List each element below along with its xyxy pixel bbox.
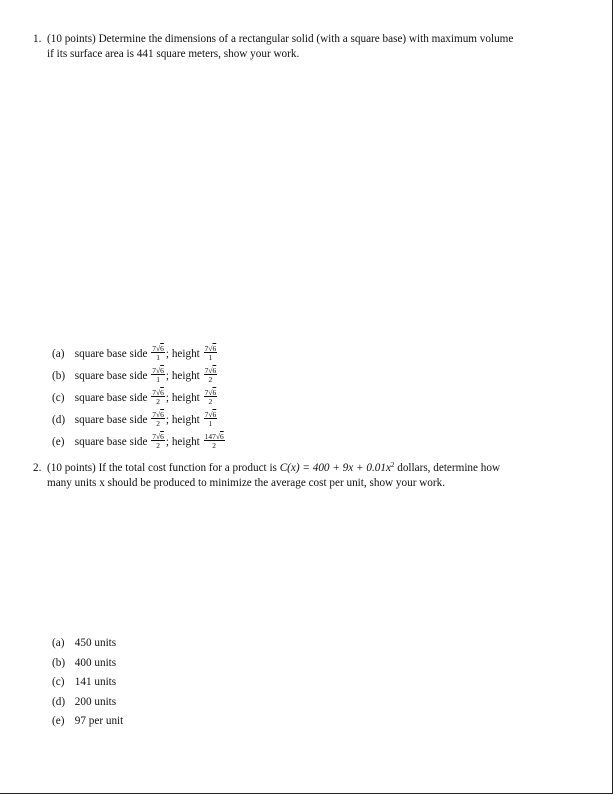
answer-choice xyxy=(52,693,123,713)
base-label: square base side xyxy=(74,370,148,382)
choice-label: (c) xyxy=(52,676,65,688)
height-label: ; height xyxy=(165,392,200,404)
fraction: $\frac{7√6}{2}$ xyxy=(204,387,217,407)
height-label: ; height xyxy=(165,414,200,426)
question-text: (10 points) Determine the dimensions of a rectangular solid (with a square base) with maximum volume xyxy=(47,33,514,45)
choice-text: 141 units xyxy=(74,676,117,688)
choice-label: (c) xyxy=(52,392,65,404)
choice-text: 200 units xyxy=(74,695,117,708)
height-label: ; height xyxy=(165,348,200,360)
choice-label: (a) xyxy=(52,348,65,360)
choice-label: (d) xyxy=(52,695,66,708)
fraction: $\frac{7√6}{1}$ xyxy=(152,343,164,363)
answer-choice xyxy=(52,712,123,732)
fraction: $\frac{7√6}{1}$ xyxy=(204,343,217,363)
choice-label: (b) xyxy=(52,370,66,382)
base-label: square base side xyxy=(74,348,148,360)
question-text-continued: if its surface area is 441 square meters, show your work. xyxy=(47,48,300,60)
fraction: $\frac{7√6}{2}$ xyxy=(152,387,164,407)
answer-choice xyxy=(52,634,123,654)
choice-text: 400 units xyxy=(74,656,117,669)
fraction: $\frac{7√6}{2}$ xyxy=(204,365,217,385)
answer-choice xyxy=(52,409,226,431)
fraction: $\frac{7√6}{1}$ xyxy=(204,409,217,429)
answer-choice xyxy=(52,387,226,409)
choice-label: (a) xyxy=(52,637,65,649)
height-label: ; height xyxy=(165,436,200,448)
question-2-choices xyxy=(52,634,123,732)
height-label: ; height xyxy=(165,370,200,382)
question-2 xyxy=(33,461,585,491)
fraction: $\frac{7√6}{2}$ xyxy=(152,409,164,429)
question-text-continued: many units x should be produced to minimize the average cost per unit, show your work. xyxy=(47,477,446,489)
answer-choice xyxy=(52,673,123,693)
answer-choice xyxy=(52,365,226,387)
question-1-choices xyxy=(52,343,226,453)
question-number: 1. xyxy=(33,33,42,45)
choice-label: (e) xyxy=(52,715,65,727)
question-text: (10 points) If the total cost function for a product is xyxy=(47,462,280,474)
base-label: square base side xyxy=(74,392,148,404)
question-1 xyxy=(33,32,585,62)
question-text-end: dollars, determine how xyxy=(394,462,501,474)
choice-label: (e) xyxy=(52,436,65,448)
choice-text: 450 units xyxy=(74,637,117,649)
answer-choice xyxy=(52,654,123,674)
question-number: 2. xyxy=(33,462,42,474)
base-label: square base side xyxy=(74,414,148,426)
exponent: 2 xyxy=(390,461,395,469)
fraction: $\frac{7√6}{1}$ xyxy=(152,365,164,385)
cost-function: C(x) = 400 + 9x + 0.01x xyxy=(279,462,391,474)
answer-choice xyxy=(52,343,226,365)
base-label: square base side xyxy=(74,436,148,448)
fraction: $\frac{147√6}{2}$ xyxy=(204,431,224,451)
answer-choice xyxy=(52,431,226,453)
choice-label: (b) xyxy=(52,656,66,669)
fraction: $\frac{7√6}{2}$ xyxy=(152,431,164,451)
choice-text: 97 per unit xyxy=(74,715,124,727)
choice-label: (d) xyxy=(52,414,66,426)
